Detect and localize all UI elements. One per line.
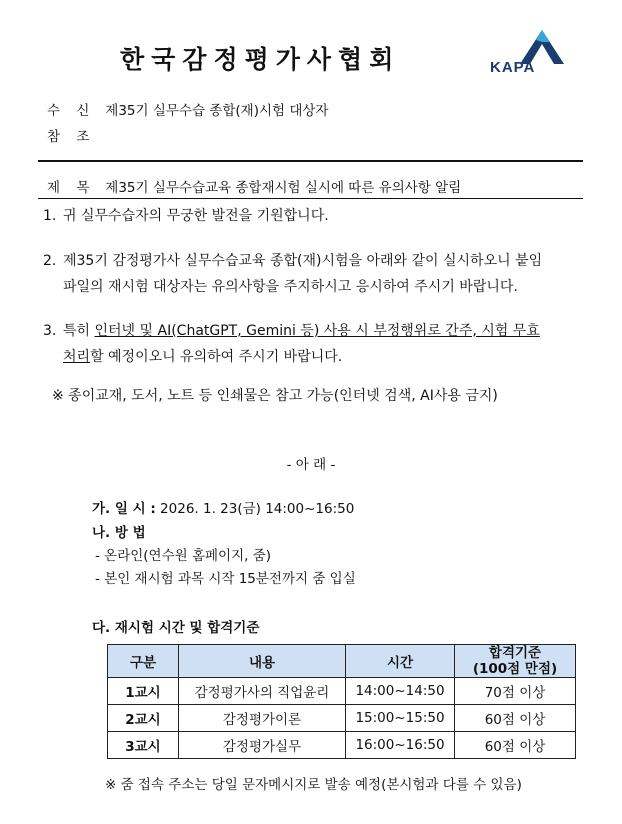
paragraph-3 bbox=[43, 318, 588, 370]
table-cell-content: 감정평가사의 직업윤리 bbox=[179, 678, 346, 705]
paragraph-2 bbox=[43, 248, 588, 300]
table-header-row bbox=[108, 645, 576, 678]
subject-value: 제35기 실무수습교육 종합재시험 실시에 따른 유의사항 알림 bbox=[105, 180, 462, 196]
document-title: 한국감정평가사협회 bbox=[120, 45, 401, 74]
table-cell-time: 15:00~15:50 bbox=[346, 705, 455, 732]
divider-subject bbox=[38, 198, 583, 199]
recipient-label: 수 신 bbox=[47, 103, 96, 119]
date-label: 가. 일 시 : bbox=[92, 501, 156, 517]
table-label: 다. 재시험 시간 및 합격기준 bbox=[92, 620, 260, 636]
table-cell-criteria: 60점 이상 bbox=[455, 732, 576, 759]
paragraph-3-warning-end: 처리 bbox=[63, 349, 91, 365]
paragraph-3-warning: 인터넷 및 AI(ChatGPT, Gemini 등) 사용 시 부정행위로 간주, 시험 무효 bbox=[94, 323, 540, 339]
kapa-logo bbox=[490, 30, 576, 76]
details-heading: - 아 래 - bbox=[286, 457, 336, 473]
table-header-time: 시간 bbox=[346, 645, 455, 678]
divider-top bbox=[38, 160, 583, 162]
paragraph-1-number: 1. bbox=[43, 208, 57, 224]
paragraph-3-post: 할 예정이오니 유의하여 주시기 바랍니다. bbox=[90, 349, 343, 365]
method-item-2: - 본인 재시험 과목 시작 15분전까지 줌 입실 bbox=[95, 571, 356, 587]
table-row bbox=[108, 678, 576, 705]
recipient-line bbox=[47, 99, 328, 119]
table-header-content: 내용 bbox=[179, 645, 346, 678]
method-label: 나. 방 법 bbox=[92, 525, 146, 541]
table-cell-time: 16:00~16:50 bbox=[346, 732, 455, 759]
paragraph-2-line-2: 파일의 재시험 대상자는 유의사항을 주지하시고 응시하여 주시기 바랍니다. bbox=[63, 279, 518, 295]
table-cell-period: 1교시 bbox=[108, 678, 179, 705]
reference-note: ※ 종이교재, 도서, 노트 등 인쇄물은 참고 가능(인터넷 검색, AI사용 금지) bbox=[52, 388, 498, 404]
reference-label: 참 조 bbox=[47, 129, 96, 145]
subject-label: 제 목 bbox=[47, 180, 96, 196]
subject-line bbox=[47, 176, 461, 196]
logo-text: KAPA bbox=[490, 59, 536, 76]
results-table bbox=[107, 644, 576, 759]
date-line bbox=[92, 497, 354, 517]
table-cell-period: 3교시 bbox=[108, 732, 179, 759]
reference-line bbox=[47, 125, 101, 145]
table-header-division: 구분 bbox=[108, 645, 179, 678]
table-header-criteria bbox=[455, 645, 576, 678]
date-value: 2026. 1. 23(금) 14:00~16:50 bbox=[160, 501, 355, 517]
method-item-1: - 온라인(연수원 홈페이지, 줌) bbox=[95, 548, 272, 564]
table-cell-time: 14:00~14:50 bbox=[346, 678, 455, 705]
table-cell-content: 감정평가이론 bbox=[179, 705, 346, 732]
paragraph-2-line-1: 제35기 감정평가사 실무수습교육 종합(재)시험을 아래와 같이 실시하오니 붙임 bbox=[63, 253, 543, 269]
table-cell-content: 감정평가실무 bbox=[179, 732, 346, 759]
criteria-line-2: (100점 만점) bbox=[472, 661, 558, 677]
table-cell-criteria: 60점 이상 bbox=[455, 705, 576, 732]
footer-note: ※ 줌 접속 주소는 당일 문자메시지로 발송 예정(본시험과 다를 수 있음) bbox=[105, 777, 522, 793]
criteria-line-1: 합격기준 bbox=[488, 645, 542, 661]
table-row bbox=[108, 732, 576, 759]
paragraph-3-number: 3. bbox=[43, 323, 57, 339]
paragraph-1 bbox=[43, 203, 588, 229]
table-cell-criteria: 70점 이상 bbox=[455, 678, 576, 705]
table-row bbox=[108, 705, 576, 732]
paragraph-3-pre: 특히 bbox=[63, 323, 95, 339]
paragraph-2-number: 2. bbox=[43, 253, 57, 269]
recipient-value: 제35기 실무수습 종합(재)시험 대상자 bbox=[105, 103, 329, 119]
paragraph-1-text: 귀 실무수습자의 무궁한 발전을 기원합니다. bbox=[63, 208, 329, 224]
table-cell-period: 2교시 bbox=[108, 705, 179, 732]
